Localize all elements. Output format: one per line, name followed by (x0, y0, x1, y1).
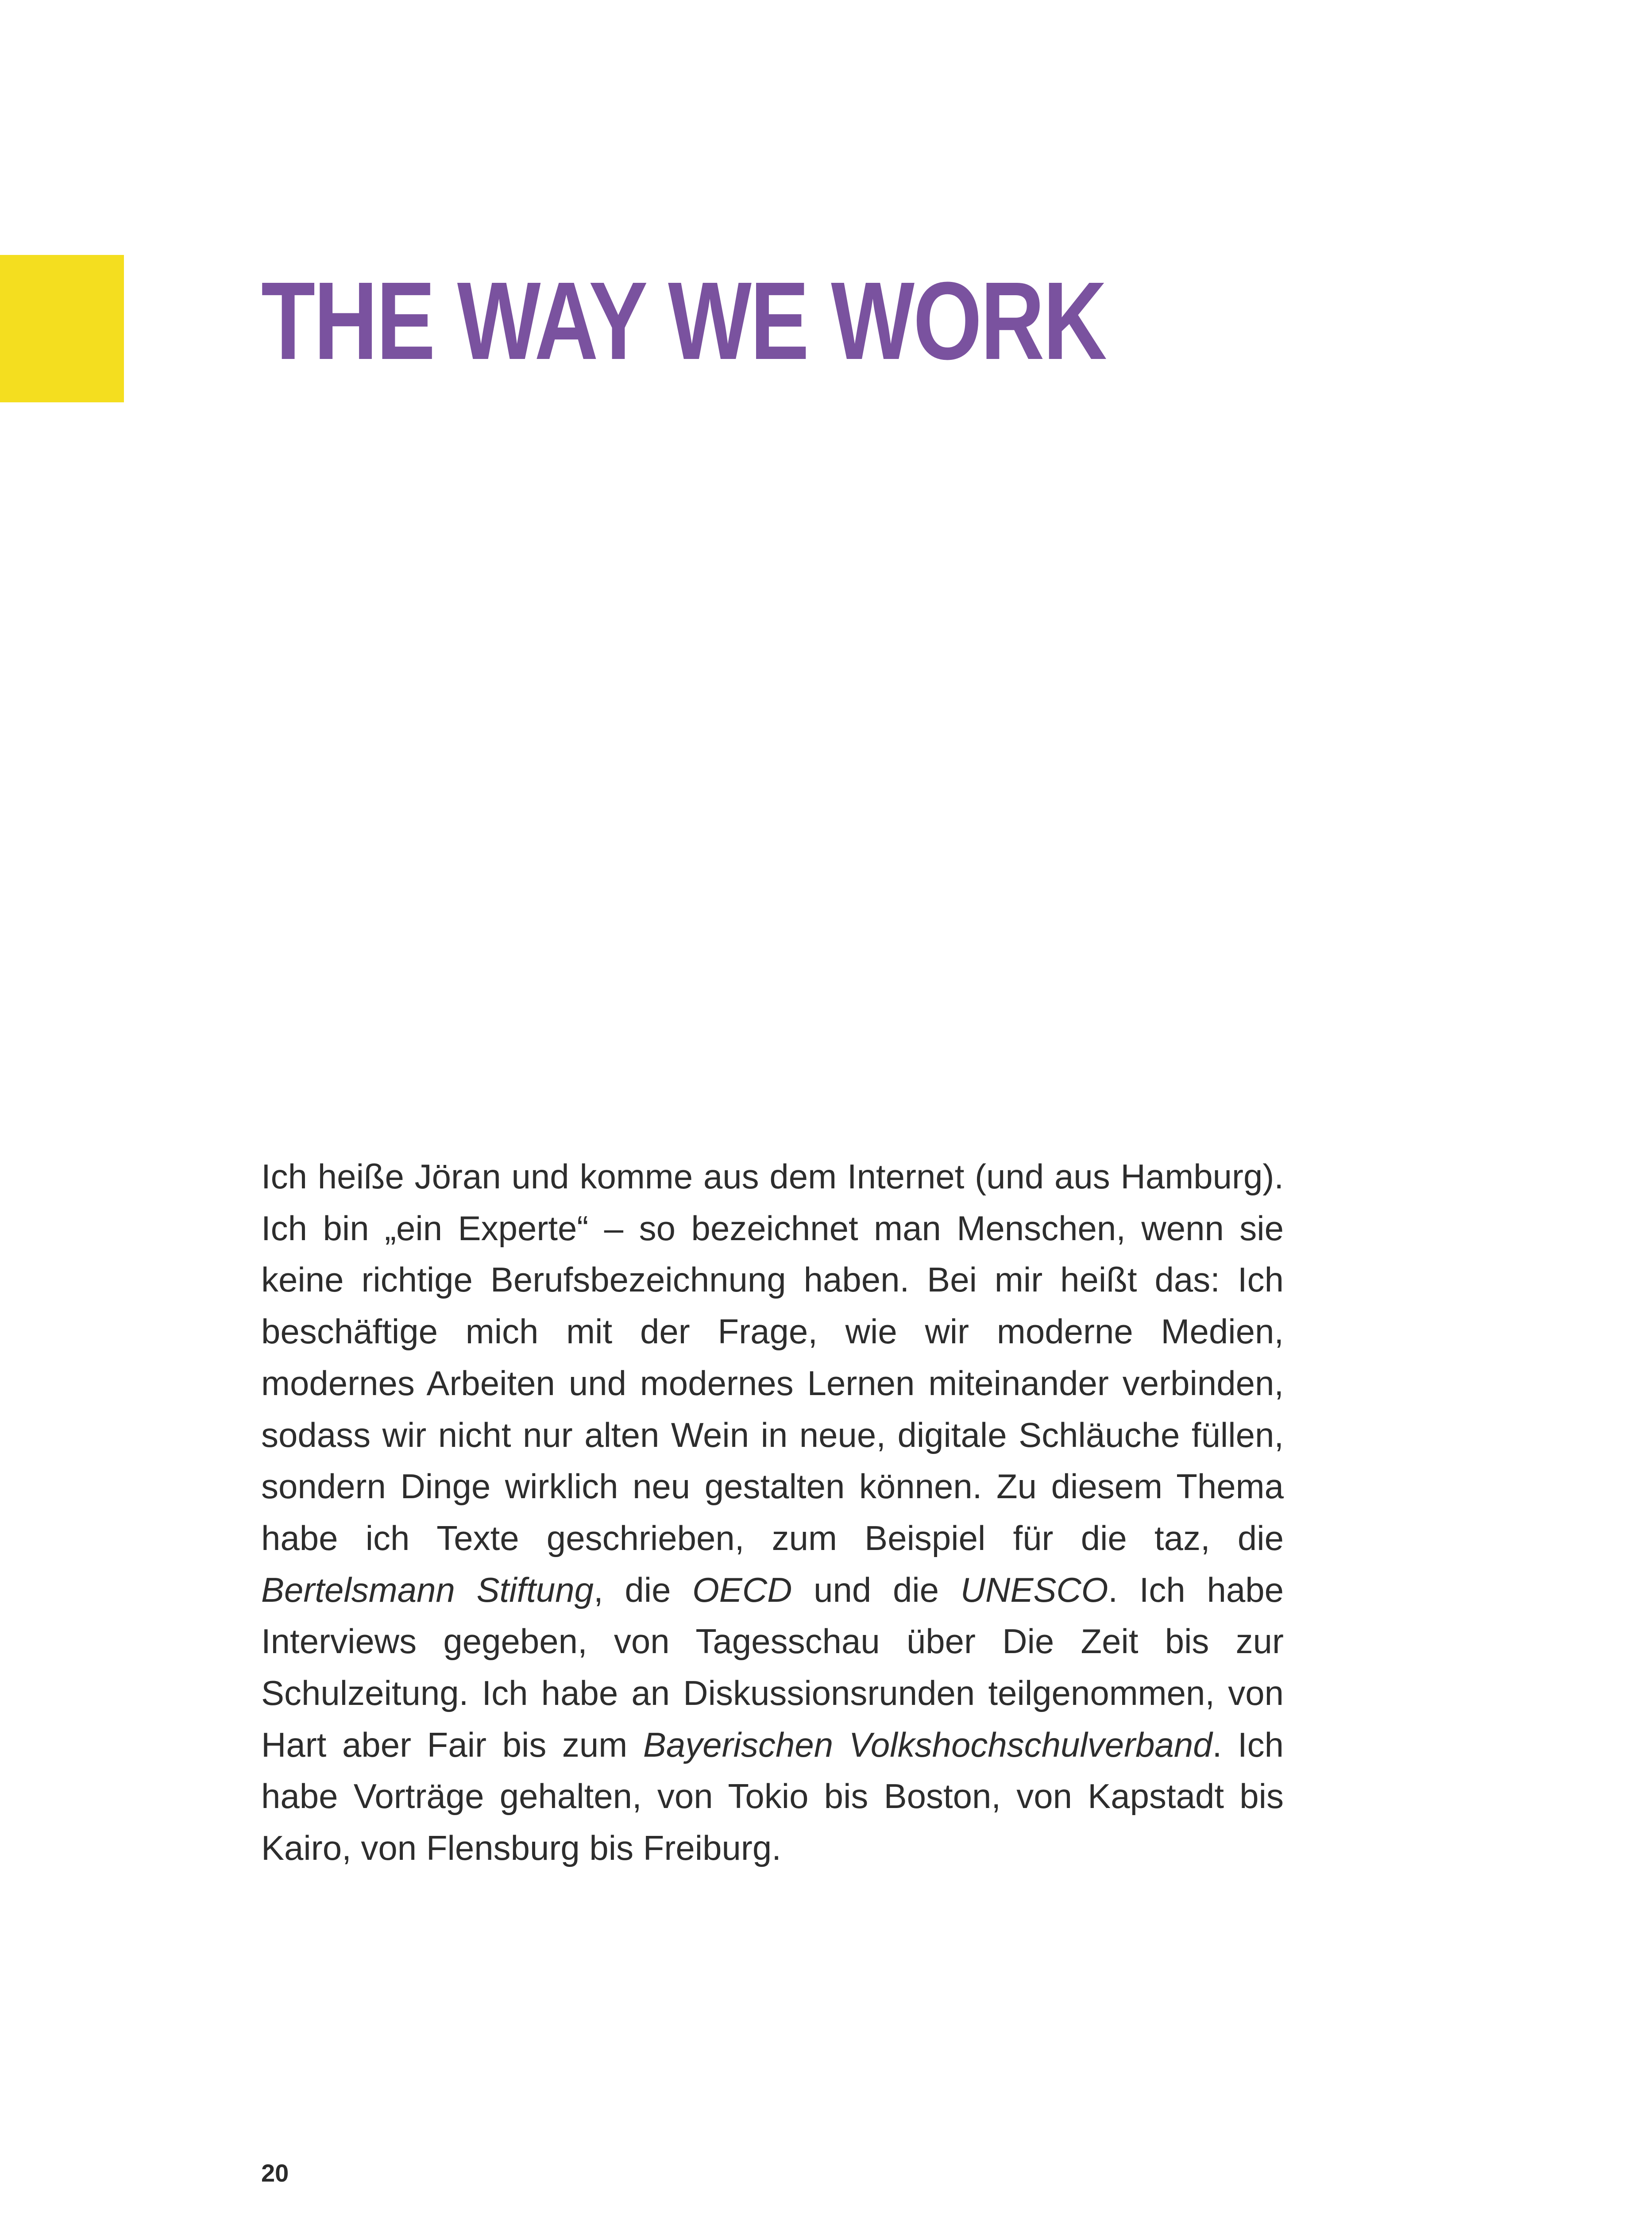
body-text-segment: . Ich habe Interviews gegeben, von Tagesschau über Die Zeit bis zur Schulzeitung. Ich habe an Diskussionsrunden teilgenommen, von Hart aber Fair bis zum (261, 1570, 1284, 1764)
yellow-accent-block (0, 255, 124, 402)
chapter-title: THE WAY WE WORK (261, 259, 1106, 382)
body-text-segment: Ich heiße Jöran und komme aus dem Internet (und aus Hamburg). Ich bin „ein Experte“ – so bezeichnet man Menschen, wenn sie keine richtige Berufsbezeichnung haben. Bei mir heißt das: Ich beschäftige mich mit der Frage, wie wir moderne Medien, modernes Arbeiten und modernes Lernen miteinander verbinden, sodass wir nicht nur alten Wein in neue, digitale Schläuche füllen, sondern Dinge wirklich neu gestalten können. Zu diesem Thema habe ich Texte geschrieben, zum Beispiel für die taz, die (261, 1157, 1284, 1558)
emphasis-oecd: OECD (692, 1570, 792, 1609)
emphasis-bertelsmann-stiftung: Bertelsmann Stiftung (261, 1570, 594, 1609)
body-text-segment: , die (594, 1570, 693, 1609)
body-text-segment: . Ich habe Vorträge gehalten, von Tokio bis Boston, von Kapstadt bis Kairo, von Flensburg bis Freiburg. (261, 1725, 1284, 1868)
body-text-segment: und die (792, 1570, 961, 1609)
emphasis-volkshochschulverband: Bayerischen Volkshochschulverband (643, 1725, 1212, 1764)
body-paragraph (261, 1151, 1284, 1874)
emphasis-unesco: UNESCO (960, 1570, 1108, 1609)
page-number: 20 (261, 2159, 289, 2187)
